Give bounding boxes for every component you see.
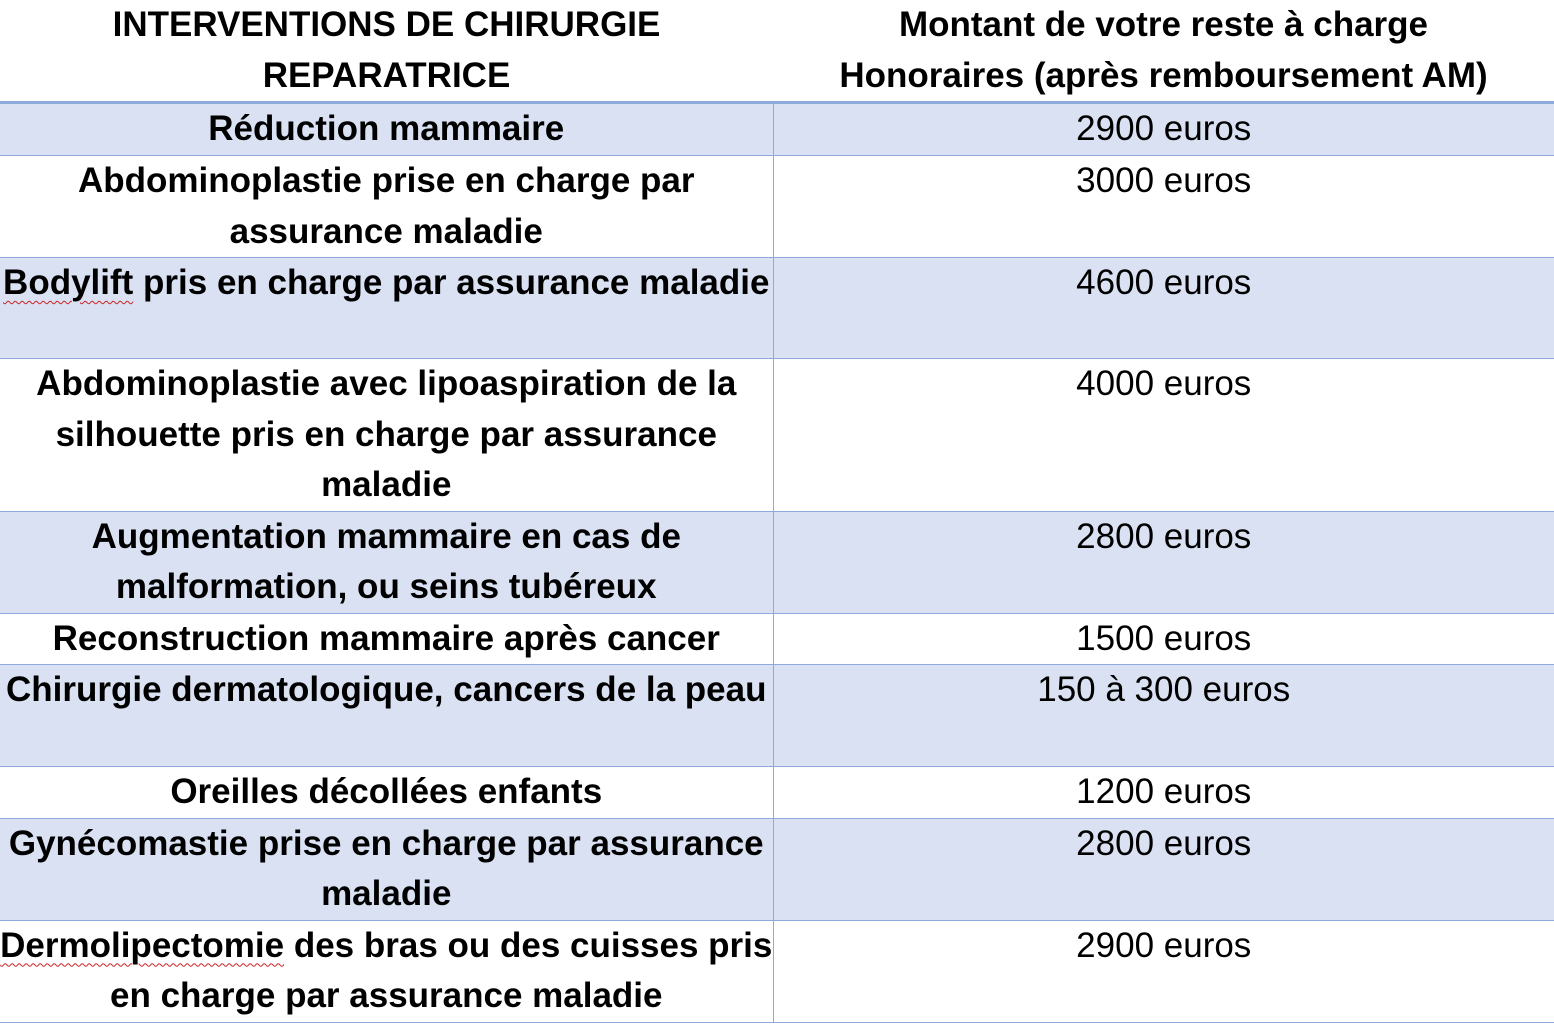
table-row	[0, 920, 1554, 1022]
remaining-cost: 4600 euros	[773, 258, 1554, 359]
remaining-cost: 3000 euros	[773, 156, 1554, 258]
header-amount-line2: Honoraires (après remboursement AM)	[839, 55, 1488, 95]
intervention-name-text: Abdominoplastie avec lipoaspiration de la silhouette pris en charge par assurance maladie	[36, 364, 737, 504]
table-row	[0, 613, 1554, 665]
intervention-name-text: des bras ou des cuisses pris en charge par assurance maladie	[110, 925, 773, 1015]
intervention-name	[0, 665, 773, 767]
header-amount-line1: Montant de votre reste à charge	[898, 5, 1429, 44]
intervention-name	[0, 818, 773, 920]
table-row	[0, 359, 1554, 512]
intervention-name	[0, 613, 773, 665]
intervention-name	[0, 258, 773, 359]
intervention-name	[0, 156, 773, 258]
table-body	[0, 103, 1554, 1023]
spellcheck-flagged-word: Dermolipectomie	[0, 925, 285, 965]
intervention-name-text: Chirurgie dermatologique, cancers de la peau	[6, 670, 767, 709]
remaining-cost: 2800 euros	[773, 511, 1554, 613]
spellcheck-flagged-word: Bodylift	[3, 263, 134, 302]
header-interventions-line2: REPARATRICE	[262, 55, 511, 95]
intervention-name-text: Augmentation mammaire en cas de malformation, ou seins tubéreux	[91, 516, 681, 606]
header-amount	[773, 0, 1554, 103]
table-header-row	[0, 0, 1554, 103]
remaining-cost: 2900 euros	[773, 920, 1554, 1022]
table-row	[0, 767, 1554, 819]
intervention-name-text: Abdominoplastie prise en charge par assurance maladie	[77, 161, 695, 251]
intervention-name-text: pris en charge par assurance maladie	[133, 263, 770, 302]
intervention-name	[0, 103, 773, 156]
table-row	[0, 818, 1554, 920]
remaining-cost: 1200 euros	[773, 767, 1554, 819]
intervention-name-text: Gynécomastie prise en charge par assurance maladie	[8, 823, 764, 913]
header-interventions	[0, 0, 773, 103]
intervention-name-text: Oreilles décollées enfants	[170, 772, 603, 811]
intervention-name	[0, 359, 773, 512]
remaining-cost: 1500 euros	[773, 613, 1554, 665]
intervention-name-text: Réduction mammaire	[208, 109, 565, 148]
table-row	[0, 665, 1554, 767]
intervention-name	[0, 767, 773, 819]
table-row	[0, 156, 1554, 258]
remaining-cost: 4000 euros	[773, 359, 1554, 512]
table-row	[0, 511, 1554, 613]
remaining-cost: 2900 euros	[773, 103, 1554, 156]
intervention-name-text: Reconstruction mammaire après cancer	[52, 618, 720, 658]
remaining-cost: 150 à 300 euros	[773, 665, 1554, 767]
table-row	[0, 258, 1554, 359]
intervention-name	[0, 920, 773, 1022]
table-row	[0, 103, 1554, 156]
remaining-cost: 2800 euros	[773, 818, 1554, 920]
intervention-name	[0, 511, 773, 613]
header-interventions-line1: INTERVENTIONS DE CHIRURGIE	[112, 5, 661, 44]
